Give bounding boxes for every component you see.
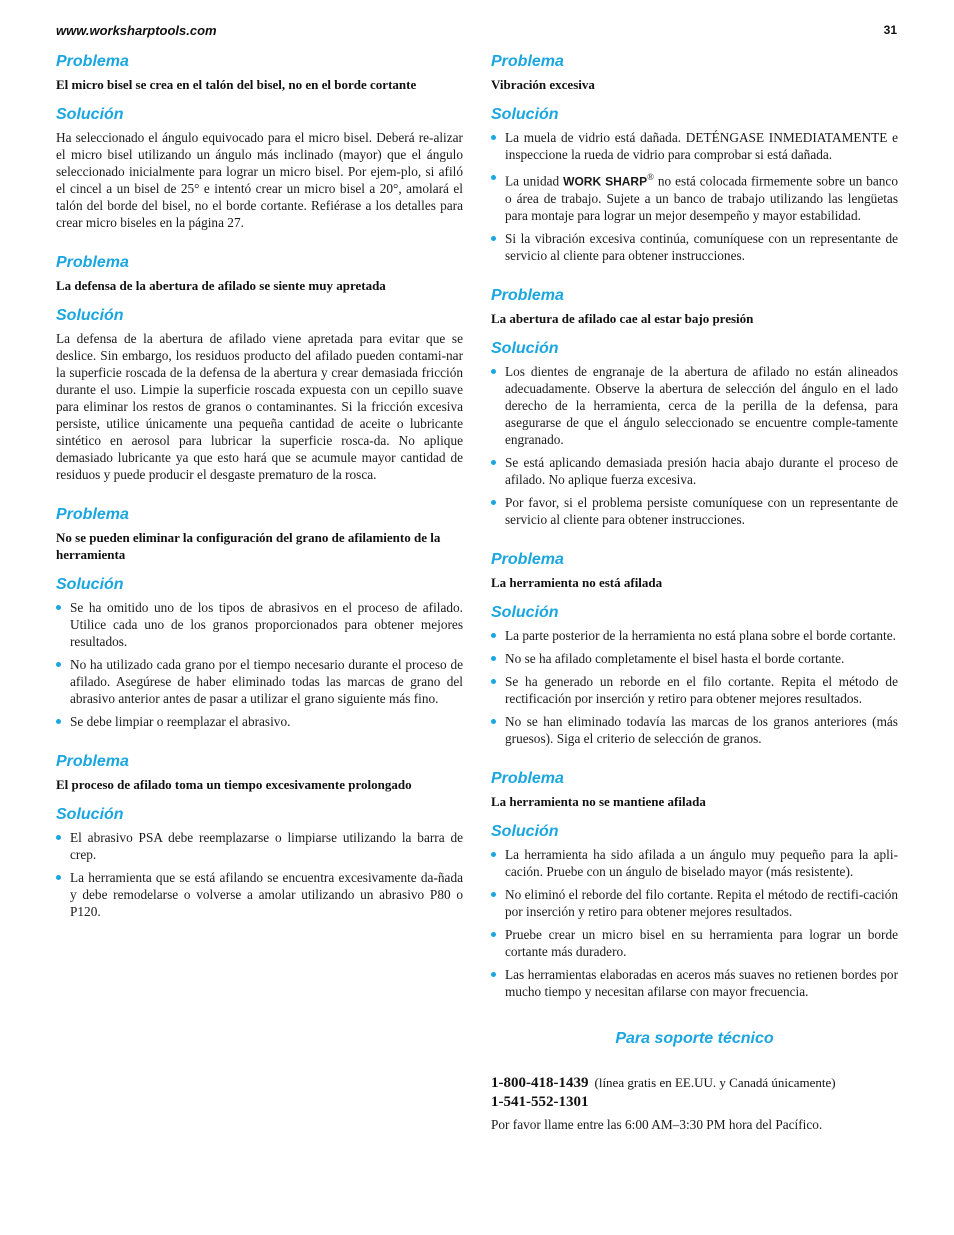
- solution-heading: Solución: [491, 604, 559, 622]
- bullet-dot-icon: [491, 972, 496, 977]
- brand-name: WORK SHARP: [563, 174, 648, 189]
- left-column: [56, 52, 463, 926]
- solution-item: [491, 454, 898, 488]
- problem-solution-block: [56, 52, 463, 231]
- solution-heading: Solución: [491, 823, 559, 841]
- bullet-text: Los dientes de engranaje de la abertura de afilado no están alineados adecuadamente. Observe la abertura de selección del ángulo en el lado derecho de la herramienta, cerca de la perilla de la defensa, para asegurarse de que el ángulo seleccionado se encuentre comple-tamente engranado.: [505, 364, 898, 448]
- solution-item: [491, 129, 898, 163]
- problem-solution-block: [56, 253, 463, 483]
- solution-item: [491, 713, 898, 747]
- solution-item: [491, 627, 898, 644]
- problem-description: No se pueden eliminar la configuración del grano de afilamiento de la herramienta: [56, 530, 441, 562]
- bullet-dot-icon: [491, 460, 496, 465]
- bullet-text: Por favor, si el problema persiste comuníquese con un representante de servicio al cliente para obtener instrucciones.: [505, 495, 898, 528]
- solution-item: [491, 846, 898, 880]
- bullet-dot-icon: [56, 835, 61, 840]
- problem-solution-block: [56, 752, 463, 920]
- problem-description: La herramienta no está afilada: [491, 575, 663, 591]
- direct-phone: 1-541-552-1301: [491, 1094, 589, 1111]
- problem-solution-block: [491, 769, 898, 1000]
- bullet-dot-icon: [491, 175, 496, 180]
- solution-item: [56, 656, 463, 707]
- bullet-dot-icon: [491, 852, 496, 857]
- solution-item: [491, 926, 898, 960]
- toll-free-phone: 1-800-418-1439: [491, 1075, 589, 1092]
- problem-heading: Problema: [491, 770, 564, 788]
- solution-list: [56, 829, 463, 920]
- solution-item: [56, 713, 463, 730]
- bullet-text: La herramienta ha sido afilada a un ángulo muy pequeño para la apli-cación. Pruebe con un ángulo de biselado mayor (más resistente).: [505, 847, 898, 880]
- solution-item: [56, 869, 463, 920]
- bullet-dot-icon: [56, 719, 61, 724]
- bullet-dot-icon: [491, 236, 496, 241]
- problem-solution-block: [491, 286, 898, 528]
- bullet-dot-icon: [491, 932, 496, 937]
- problem-heading: Problema: [491, 53, 564, 70]
- problem-solution-block: [491, 52, 898, 264]
- solution-item: [56, 599, 463, 650]
- bullet-dot-icon: [491, 656, 496, 661]
- bullet-text: No eliminó el reborde del filo cortante. Repita el método de rectifi-cación por inserción y retiro para obtener mejores resultados.: [505, 887, 898, 920]
- solution-heading: Solución: [491, 106, 559, 123]
- support-hours: Por favor llame entre las 6:00 AM–3:30 PM hora del Pacífico.: [491, 1117, 823, 1133]
- support-title: Para soporte técnico: [615, 1030, 774, 1048]
- bullet-text: Se ha generado un reborde en el filo cortante. Repita el método de rectificación por inserción y retiro para obtener mejores resultados.: [505, 674, 898, 707]
- bullet-text: Se debe limpiar o reemplazar el abrasivo.: [70, 714, 291, 729]
- problem-heading: Problema: [56, 53, 129, 70]
- solution-item: [491, 650, 898, 667]
- bullet-text: No ha utilizado cada grano por el tiempo necesario durante el proceso de afilado. Asegúrese de haber eliminado todas las marcas de grano del abrasivo anterior antes de pasar a utilizar el grano siguiente más fino.: [70, 657, 463, 706]
- bullet-text: No se han eliminado todavía las marcas de los granos anteriores (más gruesos). Siga el criterio de selección de granos.: [505, 714, 898, 747]
- bullet-text: Pruebe crear un micro bisel en su herramienta para lograr un borde cortante más duradero.: [505, 927, 898, 960]
- problem-description: Vibración excesiva: [491, 77, 595, 92]
- solution-item: [491, 494, 898, 528]
- solution-list: [491, 627, 898, 747]
- bullet-text: No se ha afilado completamente el bisel hasta el borde cortante.: [505, 651, 845, 667]
- bullet-dot-icon: [56, 662, 61, 667]
- toll-free-note: (línea gratis en EE.UU. y Canadá únicamente): [594, 1075, 836, 1091]
- bullet-dot-icon: [491, 135, 496, 140]
- solution-list: [491, 129, 898, 264]
- solution-heading: Solución: [56, 576, 124, 593]
- registered-mark: ®: [647, 172, 654, 182]
- problem-solution-block: [56, 505, 463, 730]
- problem-heading: Problema: [56, 753, 129, 770]
- solution-text: Ha seleccionado el ángulo equivocado para el micro bisel. Deberá re-alizar el micro bisel utilizando un ángulo más inclinado (mayor) que el ángulo seleccionado inicialmente para lograr un micro bisel. Por ejem-plo, si afiló el cincel a un bisel de 25° e intentó crear un micro bisel a 20°, amolará el talón del borde del bisel, no el borde cortante. Refiérase a los detalles para crear micro biseles en la página 27.: [56, 130, 463, 230]
- solution-item: [491, 363, 898, 448]
- solution-heading: Solución: [56, 106, 124, 123]
- bullet-dot-icon: [56, 875, 61, 880]
- solution-list: [56, 599, 463, 730]
- solution-list: [491, 846, 898, 1000]
- solution-heading: Solución: [56, 806, 124, 823]
- support-section: [491, 1030, 898, 1133]
- bullet-text: Si la vibración excesiva continúa, comuníquese con un representante de servicio al cliente para obtener instrucciones.: [505, 231, 898, 264]
- bullet-text: La muela de vidrio está dañada. DETÉNGASE INMEDIATAMENTE e inspeccione la rueda de vidrio para comprobar si está dañada.: [505, 130, 898, 162]
- bullet-dot-icon: [491, 719, 496, 724]
- bullet-dot-icon: [491, 679, 496, 684]
- problem-heading: Problema: [56, 254, 129, 271]
- bullet-text: La herramienta que se está afilando se encuentra excesivamente da-ñada y debe remodelarse o volverse a amolar utilizando un abrasivo P80 o P120.: [70, 870, 463, 919]
- problem-heading: Problema: [56, 506, 129, 523]
- phone-line-1: [491, 1074, 898, 1092]
- bullet-dot-icon: [491, 892, 496, 897]
- bullet-prefix: La unidad: [505, 173, 564, 189]
- solution-item: [491, 169, 898, 224]
- solution-heading: Solución: [56, 307, 124, 324]
- website-url: www.worksharptools.com: [56, 23, 217, 38]
- problem-solution-block: [491, 550, 898, 747]
- right-column: [491, 52, 898, 1133]
- bullet-text: Se está aplicando demasiada presión hacia abajo durante el proceso de afilado. No aplique fuerza excesiva.: [505, 455, 898, 488]
- solution-item: [491, 966, 898, 1000]
- page-number: 31: [883, 23, 897, 37]
- bullet-text: La parte posterior de la herramienta no está plana sobre el borde cortante.: [505, 628, 896, 644]
- problem-description: La herramienta no se mantiene afilada: [491, 794, 706, 810]
- solution-item: [56, 829, 463, 863]
- problem-description: La abertura de afilado cae al estar bajo presión: [491, 311, 754, 327]
- bullet-text: El abrasivo PSA debe reemplazarse o limpiarse utilizando la barra de crep.: [70, 830, 463, 862]
- bullet-text: Se ha omitido uno de los tipos de abrasivos en el proceso de afilado. Utilice cada uno de los granos proporcionados para obtener mejores resultados.: [70, 600, 463, 649]
- bullet-dot-icon: [491, 633, 496, 638]
- problem-heading: Problema: [491, 551, 564, 569]
- problem-description: El micro bisel se crea en el talón del bisel, no en el borde cortante: [56, 77, 417, 92]
- solution-item: [491, 673, 898, 707]
- bullet-suffix: no está colocada firmemente sobre un banco o área de trabajo. Sujete a un banco de trabajo utilizando las lengüetas para montaje para lograr un mejor desempeño y mayor estabilidad.: [505, 173, 898, 224]
- solution-text: La defensa de la abertura de afilado viene apretada para evitar que se deslice. Sin embargo, los residuos producto del afilado pueden contami-nar la superficie roscada de la defensa de la abertura y crear demasiada fricción durante el uso. Limpie la superficie roscada expuesta con un cepillo suave para eliminar los restos de granos o contaminantes. Si la fricción excesiva persiste, utilice únicamente una pequeña cantidad de aceite o lubricante sintético en aerosol para lubricar la superficie rosca-da. No aplique demasiado lubricante ya que esto hará que se acumule mayor cantidad de residuos y puede producir el desgaste prematuro de la rosca.: [56, 331, 463, 482]
- bullet-text: Las herramientas elaboradas en aceros más suaves no retienen bordes por mucho tiempo y necesitan afilarse con mayor frecuencia.: [505, 967, 898, 1000]
- solution-item: [491, 886, 898, 920]
- bullet-dot-icon: [491, 369, 496, 374]
- solution-list: [491, 363, 898, 528]
- bullet-dot-icon: [56, 605, 61, 610]
- solution-heading: Solución: [491, 340, 559, 358]
- problem-description: La defensa de la abertura de afilado se siente muy apretada: [56, 278, 386, 293]
- solution-item: [491, 230, 898, 264]
- bullet-dot-icon: [491, 500, 496, 505]
- problem-description: El proceso de afilado toma un tiempo excesivamente prolongado: [56, 777, 412, 792]
- problem-heading: Problema: [491, 287, 564, 305]
